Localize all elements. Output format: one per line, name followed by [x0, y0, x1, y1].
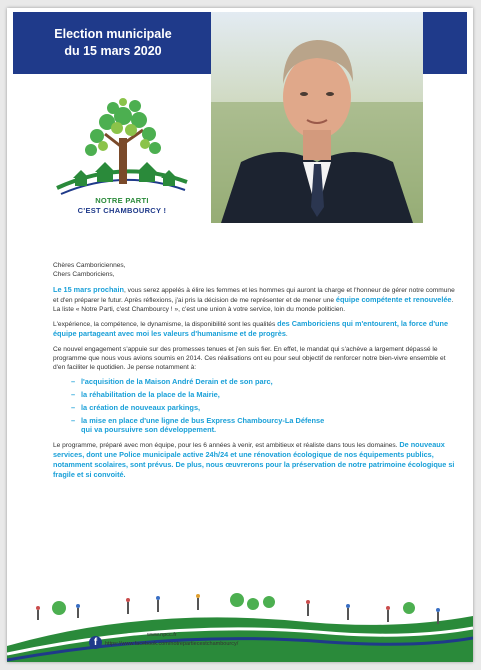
paragraph-2	[53, 319, 457, 339]
p1-text-b: .	[451, 296, 454, 304]
party-logo	[47, 98, 197, 228]
p1-highlight-2: équipe compétente et renouvelée	[335, 294, 452, 304]
p4-text-a: Le programme, préparé avec mon équipe, pour les 6 années à venir, est ambitieux et réaliste dans tous les domaines.	[53, 442, 400, 449]
website-link[interactable]: www.npcc.fr	[147, 632, 177, 638]
p1-text-c: La liste « Notre Parti, c'est Chambourcy ! », c'est une union à votre service, loin du monde politicien.	[53, 305, 346, 313]
candidate-photo	[211, 12, 423, 223]
facebook-link[interactable]: https://www.facebook.com/notrepartiecestchambourcy/	[105, 641, 239, 647]
salutation-1: Chères Camboriciennes,	[53, 262, 126, 269]
achievements-list	[53, 377, 457, 434]
logo-line1: NOTRE PARTI	[95, 196, 149, 205]
header-title-line1: Election municipale	[54, 27, 172, 41]
salutation-2: Chers Camboriciens,	[53, 271, 115, 278]
p2-text-b: .	[285, 331, 288, 338]
footer-illustration	[7, 586, 473, 662]
list-item: – la mise en place d'une ligne de bus Express Chambourcy-La Défense qui va poursuivre son développement.	[53, 416, 457, 434]
letter-body	[53, 261, 457, 486]
p2-highlight: des Camboriciens qui m'entourent, la force d'une équipe partageant avec moi les valeurs d'humanisme et de progrès	[53, 319, 449, 338]
paragraph-4	[53, 440, 457, 480]
logo-line2: C'EST CHAMBOURCY !	[77, 206, 167, 215]
p1-text-a: , vous serez appelés à élire les femmes et les hommes qui auront la charge et l'honneur de gérer notre commune et d'en préparer le futur. Après réflexions, j'ai pris la décision de me représenter et de mener une	[53, 286, 455, 304]
tree-logo-icon	[47, 98, 197, 198]
list-item: – la réhabilitation de la place de la Mairie,	[71, 390, 220, 399]
flyer-page	[7, 8, 473, 662]
list-item: – l'acquisition de la Maison André Derain et de son parc,	[71, 377, 273, 386]
paragraph-3: Ce nouvel engagement s'appuie sur des promesses tenues et j'en suis fier. En effet, le mandat qui s'achève a largement dépassé le programme que nous vous avions soumis en 2014. Ces réalisations ont eu pour seul objectif de renforcer notre bien-vivre ensemble et d'en faciliter le quotidien. Je pense notamment à:	[53, 345, 446, 371]
header-title-line2: du 15 mars 2020	[64, 44, 162, 58]
header-accent-band	[423, 12, 467, 74]
p4-highlight: De nouveaux services, dont une Police municipale active 24h/24 et une rénovation écologique de nos équipements publics, notamment scolaires, sont prévus. De plus, nous œuvrerons pour la préservation de notre patrimoine écologique si fragile et si convoité.	[53, 440, 455, 479]
facebook-icon: f	[89, 636, 102, 649]
p2-text-a: L'expérience, la compétence, le dynamisme, la disponibilité sont les qualités	[53, 321, 278, 328]
list-item: – la création de nouveaux parkings,	[71, 403, 201, 412]
paragraph-1	[53, 285, 457, 314]
bullet-4-sub: qui va poursuivre son développement.	[81, 425, 217, 434]
p1-highlight: Le 15 mars prochain	[53, 284, 124, 294]
header-band	[13, 12, 213, 74]
